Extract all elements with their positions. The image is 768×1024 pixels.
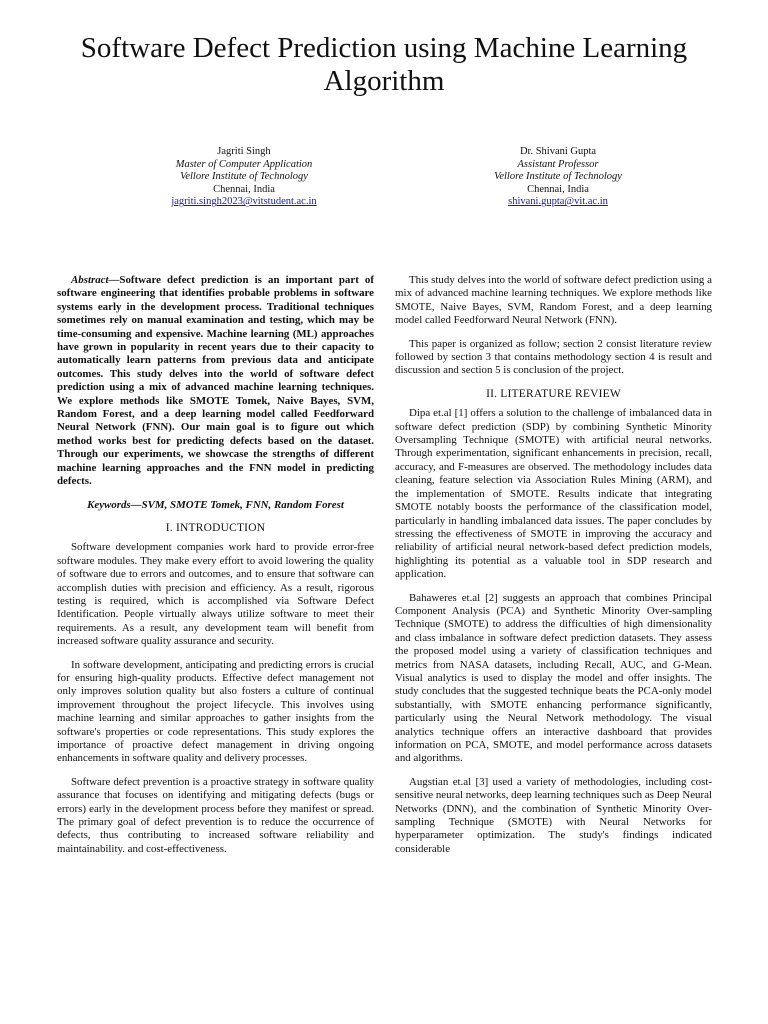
literature-paragraph-3: Augstian et.al [3] used a variety of methodologies, including cost-sensitive neural networks, deep learning techniques such as Deep Neural Networks (DNN), and the combination of Synthetic Minority Over-sampling Technique (SMOTE) with Neural Networks for hyperparameter optimization. The study's findings indicated considerable (395, 775, 712, 855)
section-heading-introduction: I. INTRODUCTION (165, 521, 266, 534)
author-name: Jagriti Singh (217, 146, 271, 157)
intro-paragraph-2: In software development, anticipating and predicting errors is crucial for ensuring high-quality products. Effective defect management not only improves solution quality but also fosters a culture of continual improvement throughout the project lifecycle. This involves using machine learning and similar approaches to gather insights from the software's properties or code representations. This study explores the importance of proactive defect management in driving ongoing enhancements in software quality and delivery processes. (57, 658, 374, 765)
author-email-link[interactable]: shivani.gupta@vit.ac.in (508, 196, 608, 208)
author-role: Assistant Professor (517, 158, 599, 170)
literature-paragraph-2: Bahaweres et.al [2] suggests an approach that combines Principal Component Analysis (PCA) and Synthetic Minority Over-sampling Technique (SMOTE) to address the difficulties of high dimensionality and class imbalance in software defect prediction datasets. They assess the proposed model using a variety of classification techniques and metrics from NASA datasets, including Recall, AUC, and G-Mean. Visual analytics is used to display the model and offer insights. The study concludes that the suggested technique beats the PCA-only model substantially, with SMOTE enhancing performance significantly, particularly using the Neural Network methodology. The visual analytics technique offers an interactive dashboard that provides information on PCA, SMOTE, and model performance across datasets and algorithms. (395, 591, 712, 765)
intro-paragraph-5: This paper is organized as follow; section 2 consist literature review followed by section 3 that contains methodology section 4 is result and discussion and section 5 is conclusion of the project. (395, 337, 712, 377)
left-column (57, 274, 374, 866)
abstract-dash: — (108, 274, 120, 286)
author-block-1 (114, 146, 374, 209)
abstract-text: Software defect prediction is an important part of software engineering that identifies probable problems in software systems early in the development process. Traditional techniques sometimes rely on manual examination and testing, which may be time-consuming and expensive. Machine learning (ML) approaches have grown in popularity in recent years due to their capacity to automatically learn patterns from previous data and anticipate outcomes. This study delves into the world of software defect prediction using a mix of advanced machine learning techniques. We explore methods like SMOTE Tomek, Naive Bayes, SVM, Random Forest, and a deep learning model called Feedforward Neural Network (FNN). Our main goal is to figure out which method works best for predicting defects based on the dataset. Through our experiments, we showcase the strengths of different machine learning approaches and the FNN model in predicting defects. (57, 274, 374, 488)
author-name: Dr. Shivani Gupta (519, 146, 597, 157)
intro-paragraph-1: Software development companies work hard to provide error-free software modules. They make every effort to avoid lowering the quality of software due to errors and outcomes, and to ensure that software can accomplish duties with precision and efficiency. As a result, rigorous testing is required, which is accomplished via Software Defect Identification. People virtually always utilize software to meet their requirements. As a result, any development team will benefit from increased software quality assurance and security. (57, 541, 374, 648)
section-heading-literature-review: II. LITERATURE REVIEW (486, 387, 621, 400)
paper-title: Software Defect Prediction using Machine Learning Algorithm (80, 32, 688, 97)
author-location: Chennai, India (213, 183, 275, 195)
author-institution: Vellore Institute of Technology (180, 171, 308, 183)
literature-paragraph-1: Dipa et.al [1] offers a solution to the challenge of imbalanced data in software defect prediction (SDP) by combining Synthetic Minority Oversampling Technique (SMOTE) with artificial neural networks. Through experimentation, significant enhancements in precision, recall, accuracy, and F-measures are observed. The methodology includes data cleaning, feature selection via Association Rules Mining (ARM), and the implementation of SMOTE. Results indicate that integrating SMOTE notably boosts the performance of the classification model, particularly in handling imbalanced data issues. The paper concludes by stressing the effectiveness of SMOTE in improving the accuracy and reliability of artificial neural network-based defect prediction models, highlighting its potential as a valuable tool in SDP research and application. (395, 407, 712, 581)
intro-paragraph-4: This study delves into the world of software defect prediction using a mix of advanced machine learning techniques. We explore methods like SMOTE, Naive Bayes, SVM, Random Forest, and a deep learning model called Feedforward Neural Network (FNN). (395, 274, 712, 327)
right-column (395, 274, 712, 866)
author-block-2 (428, 146, 688, 209)
abstract-paragraph (57, 274, 374, 489)
intro-paragraph-3: Software defect prevention is a proactive strategy in software quality assurance that focuses on identifying and mitigating defects (bugs or errors) early in the development process before they manifest or spread. The primary goal of defect prevention is to reduce the occurrence of defects, thus contributing to increased software reliability and maintainability. and cost-effectiveness. (57, 775, 374, 855)
abstract-label: Abstract (71, 274, 109, 286)
keywords-line: Keywords—SVM, SMOTE Tomek, FNN, Random Forest (87, 498, 344, 511)
author-role: Master of Computer Application (175, 158, 313, 170)
author-email-link[interactable]: jagriti.singh2023@vitstudent.ac.in (171, 196, 317, 208)
author-institution: Vellore Institute of Technology (494, 171, 622, 183)
author-location: Chennai, India (527, 183, 589, 195)
